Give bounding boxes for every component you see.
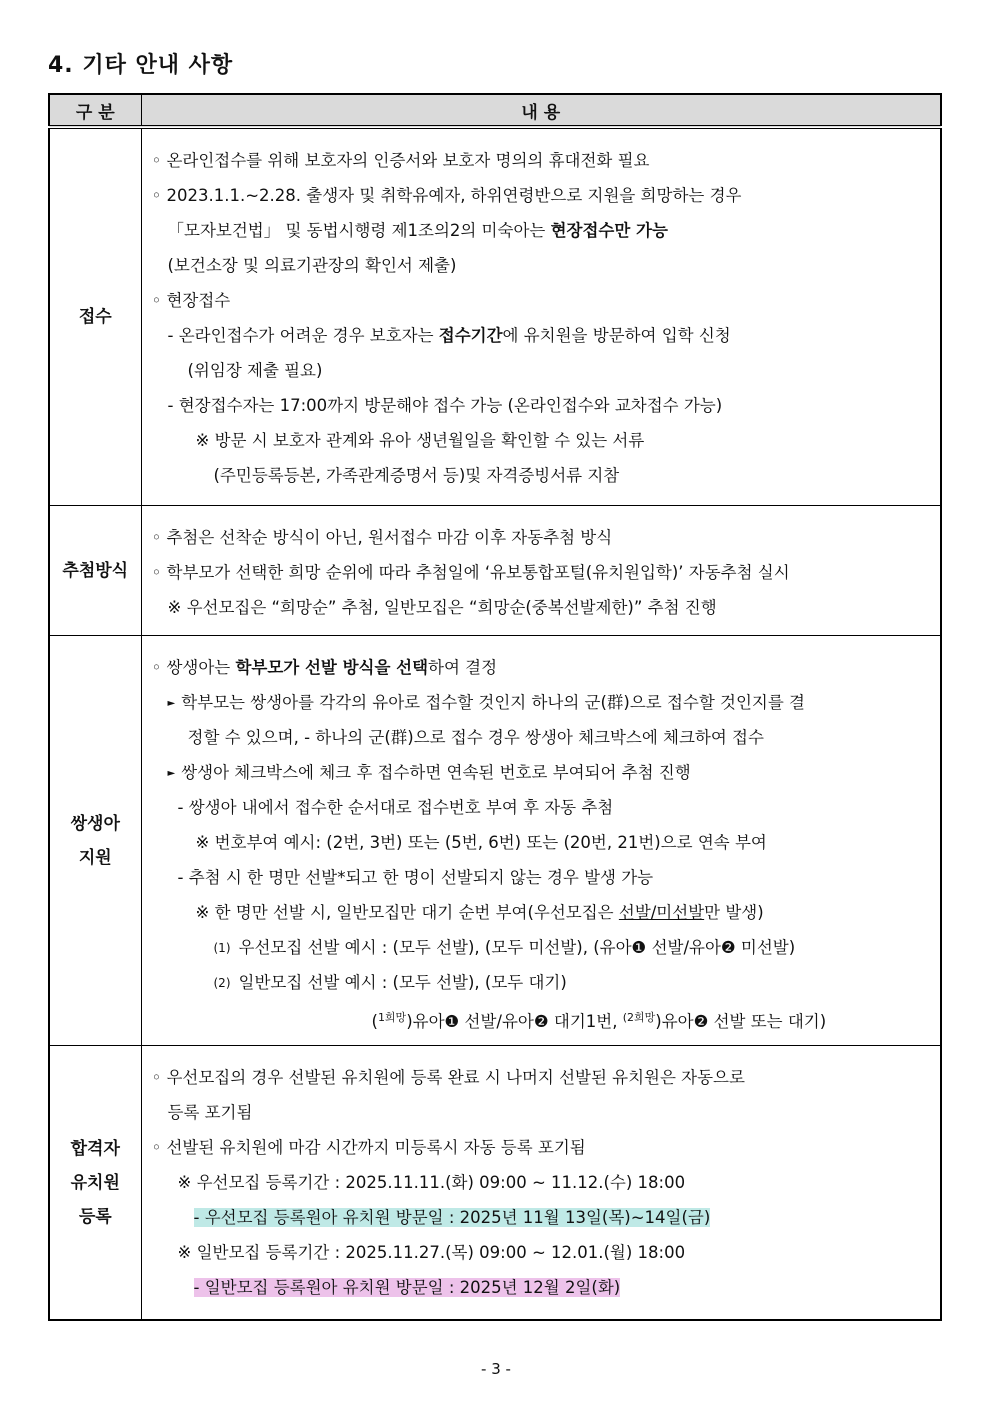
page-number: - 3 - [481,1360,511,1378]
info-table [48,93,942,1321]
text-span: 만 발생) [704,903,764,922]
text-line: 정할 수 있으며, - 하나의 군(群)으로 접수 경우 쌍생아 체크박스에 체크하여 접수 [187,728,764,747]
text-line: ※ 방문 시 보호자 관계와 유아 생년월일을 확인할 수 있는 서류 [195,431,645,450]
superscript: (2희망 [622,1011,656,1024]
text-line: ◦ 우선모집의 경우 선발된 유치원에 등록 완료 시 나머지 선발된 유치원은 자동으로 [151,1068,745,1087]
text-span: )유아❷ 선발 또는 대기) [655,1012,827,1031]
text-line [142,318,941,353]
text-line: ※ 우선모집 등록기간 : 2025.11.11.(화) 09:00 ~ 11.12.(수) 18:00 [177,1173,686,1192]
content-registration [141,1046,941,1321]
row-registration [49,1046,941,1321]
text-span: ( [371,1012,378,1031]
text-span: 학부모는 쌍생아를 각각의 유아로 접수할 것인지 하나의 군(群)으로 접수할 것인지를 결 [181,693,805,712]
bold-span: 학부모가 선발 방식을 선택 [235,658,429,677]
text-span: ※ 한 명만 선발 시, 일반모집만 대기 순번 부여(우선모집은 [195,903,619,922]
text-line: ◦ 2023.1.1.~2.28. 출생자 및 취학유예자, 하위연령반으로 지원을 희망하는 경우 [151,186,742,205]
text-line: ◦ 현장접수 [151,291,231,310]
category-reception [49,127,141,506]
category-label: 등록 [78,1206,112,1227]
triangle-bullet-icon: ► [167,768,176,779]
text-line: (주민등록등본, 가족관계증명서 등)및 자격증빙서류 지참 [213,466,620,485]
text-span: ◦ 쌍생아는 [151,658,236,677]
text-line [142,930,941,965]
text-span: - 온라인접수가 어려운 경우 보호자는 [167,326,439,345]
text-span: )유아❶ 선발/유아❷ 대기1번, [406,1012,623,1031]
table-header-row [49,94,941,127]
text-line [142,1000,941,1035]
text-line: ◦ 온라인접수를 위해 보호자의 인증서와 보호자 명의의 휴대전화 필요 [151,151,650,170]
text-line: ※ 번호부여 예시: (2번, 3번) 또는 (5번, 6번) 또는 (20번, 21번)으로 연속 부여 [195,833,767,852]
content-lottery [141,506,941,636]
text-line: (위임장 제출 필요) [187,361,323,380]
content-twins [141,636,941,1046]
text-span: 「모자보건법」 및 동법시행령 제1조의2의 미숙아는 [167,221,551,240]
text-line: ◦ 학부모가 선택한 희망 순위에 따라 추첨일에 ‘유보통합포털(유치원입학)’ 자동추첨 실시 [151,563,790,582]
text-span: 우선모집 선발 예시 : (모두 선발), (모두 미선발), (유아❶ 선발/유아❷ 미선발) [238,938,796,957]
category-twins [49,636,141,1046]
text-line [142,895,941,930]
page-heading: 4. 기타 안내 사항 [48,53,234,78]
underlined-span: 선발/미선발 [618,903,705,922]
text-line: 등록 포기됨 [167,1103,253,1122]
text-line [142,685,941,720]
text-span: 쌍생아 체크박스에 체크 후 접수하면 연속된 번호로 부여되어 추첨 진행 [181,763,691,782]
text-line: ◦ 선발된 유치원에 마감 시간까지 미등록시 자동 등록 포기됨 [151,1138,586,1157]
row-reception [49,127,941,506]
text-line: - 현장접수자는 17:00까지 방문해야 접수 가능 (온라인접수와 교차접수 가능) [167,396,723,415]
category-label: 추첨방식 [62,560,129,581]
header-content: 내 용 [141,94,941,127]
category-label: 접수 [78,307,112,327]
text-span: 에 유치원을 방문하여 입학 신청 [502,326,731,345]
header-category: 구 분 [49,94,141,127]
category-lottery [49,506,141,636]
text-line [142,213,941,248]
text-line: (보건소장 및 의료기관장의 확인서 제출) [167,256,457,275]
highlighted-text: - 우선모집 등록원아 유치원 방문일 : 2025년 11월 13일(목)~14일(금) [193,1208,711,1227]
list-number: (2) [213,976,231,990]
text-line: - 추첨 시 한 명만 선발*되고 한 명이 선발되지 않는 경우 발생 가능 [177,868,654,887]
text-span: 하여 결정 [428,658,498,677]
list-number: (1) [213,941,231,955]
text-line: ※ 일반모집 등록기간 : 2025.11.27.(목) 09:00 ~ 12.01.(월) 18:00 [177,1243,686,1262]
text-span: 일반모집 선발 예시 : (모두 선발), (모두 대기) [238,973,567,992]
highlighted-text: - 일반모집 등록원아 유치원 방문일 : 2025년 12월 2일(화) [193,1278,621,1297]
triangle-bullet-icon: ► [167,698,176,709]
category-label: 유치원 [70,1172,120,1193]
text-line [142,1200,941,1235]
superscript: 1희망 [377,1011,407,1024]
category-label: 합격자 [70,1138,120,1159]
row-lottery [49,506,941,636]
text-line: - 쌍생아 내에서 접수한 순서대로 접수번호 부여 후 자동 추첨 [177,798,614,817]
bold-span: 접수기간 [438,326,503,345]
text-line: ※ 우선모집은 “희망순” 추첨, 일반모집은 “희망순(중복선발제한)” 추첨 진행 [167,598,717,617]
text-line [142,1270,941,1305]
bold-span: 현장접수만 가능 [550,221,668,240]
row-twins [49,636,941,1046]
category-label: 지원 [78,847,112,868]
text-line [142,755,941,790]
category-label: 쌍생아 [70,813,120,834]
text-line [142,650,941,685]
text-line [142,965,941,1000]
category-registration [49,1046,141,1321]
text-line: ◦ 추첨은 선착순 방식이 아닌, 원서접수 마감 이후 자동추첨 방식 [151,528,613,547]
content-reception [141,127,941,506]
